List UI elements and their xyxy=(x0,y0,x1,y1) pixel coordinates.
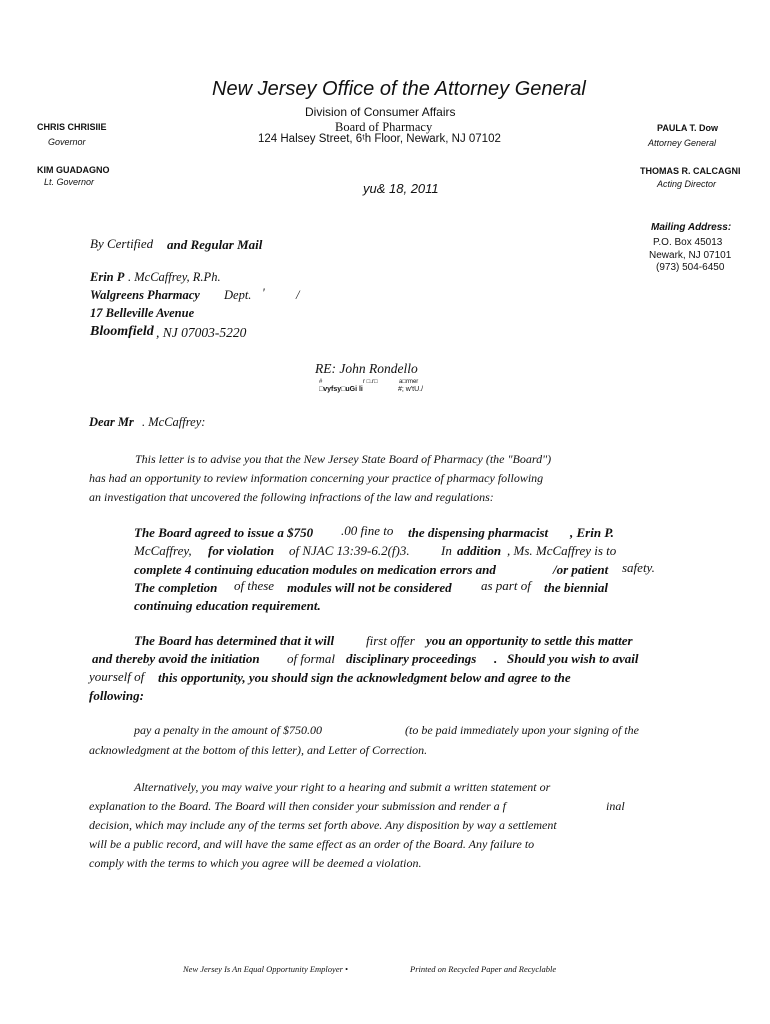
mailing-phone: (973) 504-6450 xyxy=(656,262,725,273)
letter-date: yu& 18, 2011 xyxy=(363,181,439,196)
para2-l1d: , Erin P. xyxy=(570,525,614,540)
para2-l2a: McCaffrey, xyxy=(134,543,192,558)
recipient-city-a: Bloomfield xyxy=(90,324,154,339)
governor-name: CHRIS CHRISIIE xyxy=(37,122,107,132)
office-address: 124 Halsey Street, 6ᵗh Floor, Newark, NJ 07102 xyxy=(258,133,501,145)
para1-line1: This letter is to advise you that the New Jersey State Board of Pharmacy (the "Board") xyxy=(135,452,552,466)
lt-governor-name: KIM GUADAGNO xyxy=(37,165,110,175)
para2-l1c: the dispensing pharmacist xyxy=(408,525,549,540)
para3-l4: following: xyxy=(89,688,144,703)
re-garble-bottom-a: □vyfsy□uGi li xyxy=(319,386,363,393)
recipient-dept: Dept. xyxy=(224,288,252,302)
para5-l4: will be a public record, and will have the same effect as an order of the Board. Any failure to xyxy=(89,837,535,851)
para3-l2b: of formal xyxy=(287,651,336,666)
recipient-street: 17 Belleville Avenue xyxy=(90,306,195,320)
para2-l3c: safety. xyxy=(622,560,655,575)
letterhead-title: New Jersey Office of the Attorney General xyxy=(212,78,586,100)
recipient-name-b: . McCaffrey, R.Ph. xyxy=(128,270,221,284)
para1-line2: has had an opportunity to review information concerning your practice of pharmacy following xyxy=(89,471,544,485)
para5-l1: Alternatively, you may waive your right to a hearing and submit a written statement or xyxy=(134,780,551,794)
para3-l2d: . xyxy=(494,651,498,666)
recipient-company: Walgreens Pharmacy xyxy=(90,288,200,302)
para2-l3b: /or patient xyxy=(553,562,609,577)
para1-line3: an investigation that uncovered the following infractions of the law and regulations: xyxy=(89,490,494,504)
para2-l2d: In xyxy=(441,543,452,558)
re-garble-top-b: r □.r□ xyxy=(363,379,378,385)
para3-l2e: Should you wish to avail xyxy=(507,651,639,666)
delivery-method-a: By Certified xyxy=(90,236,154,251)
mailing-po-box: P.O. Box 45013 xyxy=(653,237,723,248)
recipient-city-b: , NJ 07003-5220 xyxy=(156,325,247,340)
para5-l2b: inal xyxy=(606,799,625,813)
para2-l2b: for violation xyxy=(208,543,275,558)
recipient-name-a: Erin P xyxy=(90,270,125,284)
para3-l3a: yourself of xyxy=(89,669,145,684)
para2-l4b: of these xyxy=(234,578,275,593)
para2-l5: continuing education requirement. xyxy=(134,598,321,613)
recipient-tick: ' xyxy=(262,286,265,300)
para2-l3a: complete 4 continuing education modules on medication errors and xyxy=(134,562,496,577)
re-garble-bottom-b: #; w'tU./ xyxy=(398,386,424,393)
para5-l2a: explanation to the Board. The Board will then consider your submission and render a f xyxy=(89,799,506,813)
mailing-address-label: Mailing Address: xyxy=(651,222,732,233)
salutation-a: Dear Mr xyxy=(89,415,134,429)
attorney-general-title: Attorney General xyxy=(648,138,717,148)
mailing-city: Newark, NJ 07101 xyxy=(649,250,732,261)
salutation-b: . McCaffrey: xyxy=(142,415,206,429)
lt-governor-title: Lt. Governor xyxy=(44,177,95,187)
para2-l2c: of NJAC 13:39-6.2(f)3. xyxy=(289,543,410,558)
para3-l2a: and thereby avoid the initiation xyxy=(92,651,260,666)
para2-l1a: The Board agreed to issue a $750 xyxy=(134,525,314,540)
re-garble-top-a: # xyxy=(319,379,323,385)
re-line: RE: John Rondello xyxy=(315,361,418,376)
para3-l3b: this opportunity, you should sign the acknowledgment below and agree to the xyxy=(158,670,571,685)
footer-equal-opportunity: New Jersey Is An Equal Opportunity Employer • xyxy=(183,964,348,974)
para4-l1a: pay a penalty in the amount of $750.00 xyxy=(134,723,322,737)
para3-l1a: The Board has determined that it will xyxy=(134,633,335,648)
para2-l4d: as part of xyxy=(481,578,531,593)
para2-l2f: , Ms. McCaffrey is to xyxy=(507,543,617,558)
footer-recycled: Printed on Recycled Paper and Recyclable xyxy=(410,964,557,974)
para4-l1b: (to be paid immediately upon your signing of the xyxy=(405,723,639,737)
para2-l4e: the biennial xyxy=(544,580,608,595)
para2-l1b: .00 fine to xyxy=(341,523,394,538)
board-name: Board of Pharmacy xyxy=(335,120,433,134)
para5-l5: comply with the terms to which you agree will be deemed a violation. xyxy=(89,856,422,870)
attorney-general-name: PAULA T. Dow xyxy=(657,123,718,133)
para2-l4a: The completion xyxy=(134,580,218,595)
para2-l4c: modules will not be considered xyxy=(287,580,452,595)
division-name: Division of Consumer Affairs xyxy=(305,105,456,119)
re-garble-top-c: a□rmer xyxy=(399,379,419,385)
recipient-slash: / xyxy=(296,288,300,302)
delivery-method-b: and Regular Mail xyxy=(167,237,263,252)
acting-director-title: Acting Director xyxy=(657,179,717,189)
acting-director-name: THOMAS R. CALCAGNI xyxy=(640,166,741,176)
para3-l1c: you an opportunity to settle this matter xyxy=(426,633,633,648)
para3-l1b: first offer xyxy=(366,633,415,648)
para3-l2c: disciplinary proceedings xyxy=(346,651,477,666)
para4-l2: acknowledgment at the bottom of this letter), and Letter of Correction. xyxy=(89,743,428,757)
para2-l2e: addition xyxy=(457,543,502,558)
governor-title: Governor xyxy=(48,137,86,147)
para5-l3: decision, which may include any of the terms set forth above. Any disposition by way a settlement xyxy=(89,818,557,832)
